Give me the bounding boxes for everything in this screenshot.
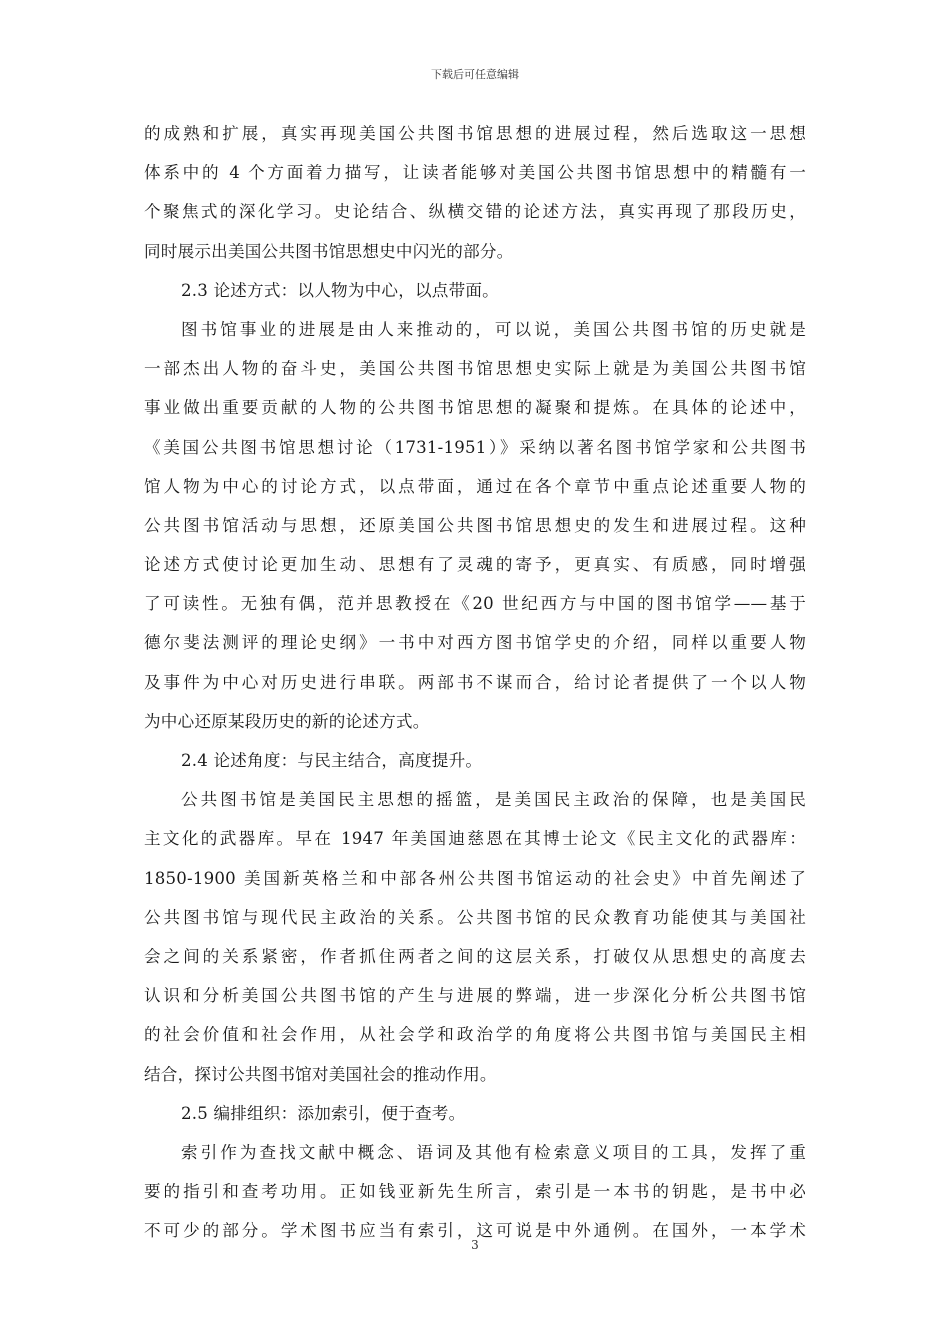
document-body (144, 114, 806, 1250)
text-line: 同时展示出美国公共图书馆思想史中闪光的部分。 (144, 241, 514, 261)
page-header: 下载后可任意编辑 (431, 68, 519, 81)
text-line: 馆人物为中心的讨论方式，以点带面，通过在各个章节中重点论述重要人物的 (144, 476, 806, 496)
text-line: 图书馆事业的进展是由人来推动的，可以说，美国公共图书馆的历史就是 (181, 319, 806, 339)
text-line: 为中心还原某段历史的新的论述方式。 (144, 711, 430, 731)
text-line: 索引作为查找文献中概念、语词及其他有检索意义项目的工具，发挥了重 (181, 1142, 806, 1162)
text-line: 要的指引和查考功用。正如钱亚新先生所言，索引是一本书的钥匙，是书中必 (144, 1182, 806, 1202)
text-line: 事业做出重要贡献的人物的公共图书馆思想的凝聚和提炼。在具体的论述中， (144, 398, 806, 418)
text-line: 及事件为中心对历史进行串联。两部书不谋而合，给讨论者提供了一个以人物 (144, 672, 806, 692)
text-line: 一部杰出人物的奋斗史，美国公共图书馆思想史实际上就是为美国公共图书馆 (144, 359, 806, 379)
text-line: 不可少的部分。学术图书应当有索引，这可说是中外通例。在国外，一本学术 (144, 1221, 806, 1241)
text-line: 论述方式使讨论更加生动、思想有了灵魂的寄予，更真实、有质感，同时增强 (144, 555, 806, 575)
text-line: 结合，探讨公共图书馆对美国社会的推动作用。 (144, 1064, 497, 1084)
text-line: 《美国公共图书馆思想讨论（1731-1951）》采纳以著名图书馆学家和公共图书 (144, 437, 806, 457)
page-number: 3 (471, 1238, 479, 1252)
text-line: 认识和分析美国公共图书馆的产生与进展的弊端，进一步深化分析公共图书馆 (144, 986, 806, 1006)
section-heading-2-3: 2.3 论述方式：以人物为中心，以点带面。 (181, 280, 499, 300)
text-line: 的成熟和扩展，真实再现美国公共图书馆思想的进展过程，然后选取这一思想 (144, 124, 806, 143)
text-line: 公共图书馆是美国民主思想的摇篮，是美国民主政治的保障，也是美国民 (181, 790, 806, 810)
text-line: 德尔斐法测评的理论史纲》一书中对西方图书馆学史的介绍，同样以重要人物 (144, 633, 806, 653)
text-line: 的社会价值和社会作用，从社会学和政治学的角度将公共图书馆与美国民主相 (144, 1025, 806, 1045)
text-line: 公共图书馆活动与思想，还原美国公共图书馆思想史的发生和进展过程。这种 (144, 515, 806, 535)
text-line: 了可读性。无独有偶，范并思教授在《20 世纪西方与中国的图书馆学——基于 (144, 594, 806, 614)
text-line: 会之间的关系紧密，作者抓住两者之间的这层关系，打破仅从思想史的高度去 (144, 946, 806, 966)
text-line: 个聚焦式的深化学习。史论结合、纵横交错的论述方法，真实再现了那段历史， (144, 202, 806, 222)
section-heading-2-5: 2.5 编排组织：添加索引，便于查考。 (181, 1103, 466, 1123)
text-line: 1850-1900 美国新英格兰和中部各州公共图书馆运动的社会史》中首先阐述了 (144, 868, 806, 888)
section-heading-2-4: 2.4 论述角度：与民主结合，高度提升。 (181, 751, 483, 770)
text-line: 主文化的武器库。早在 1947 年美国迪慈恩在其博士论文《民主文化的武器库： (144, 829, 806, 849)
text-line: 体系中的 4 个方面着力描写，让读者能够对美国公共图书馆思想中的精髓有一 (144, 163, 806, 183)
text-line: 公共图书馆与现代民主政治的关系。公共图书馆的民众教育功能使其与美国社 (144, 907, 806, 927)
